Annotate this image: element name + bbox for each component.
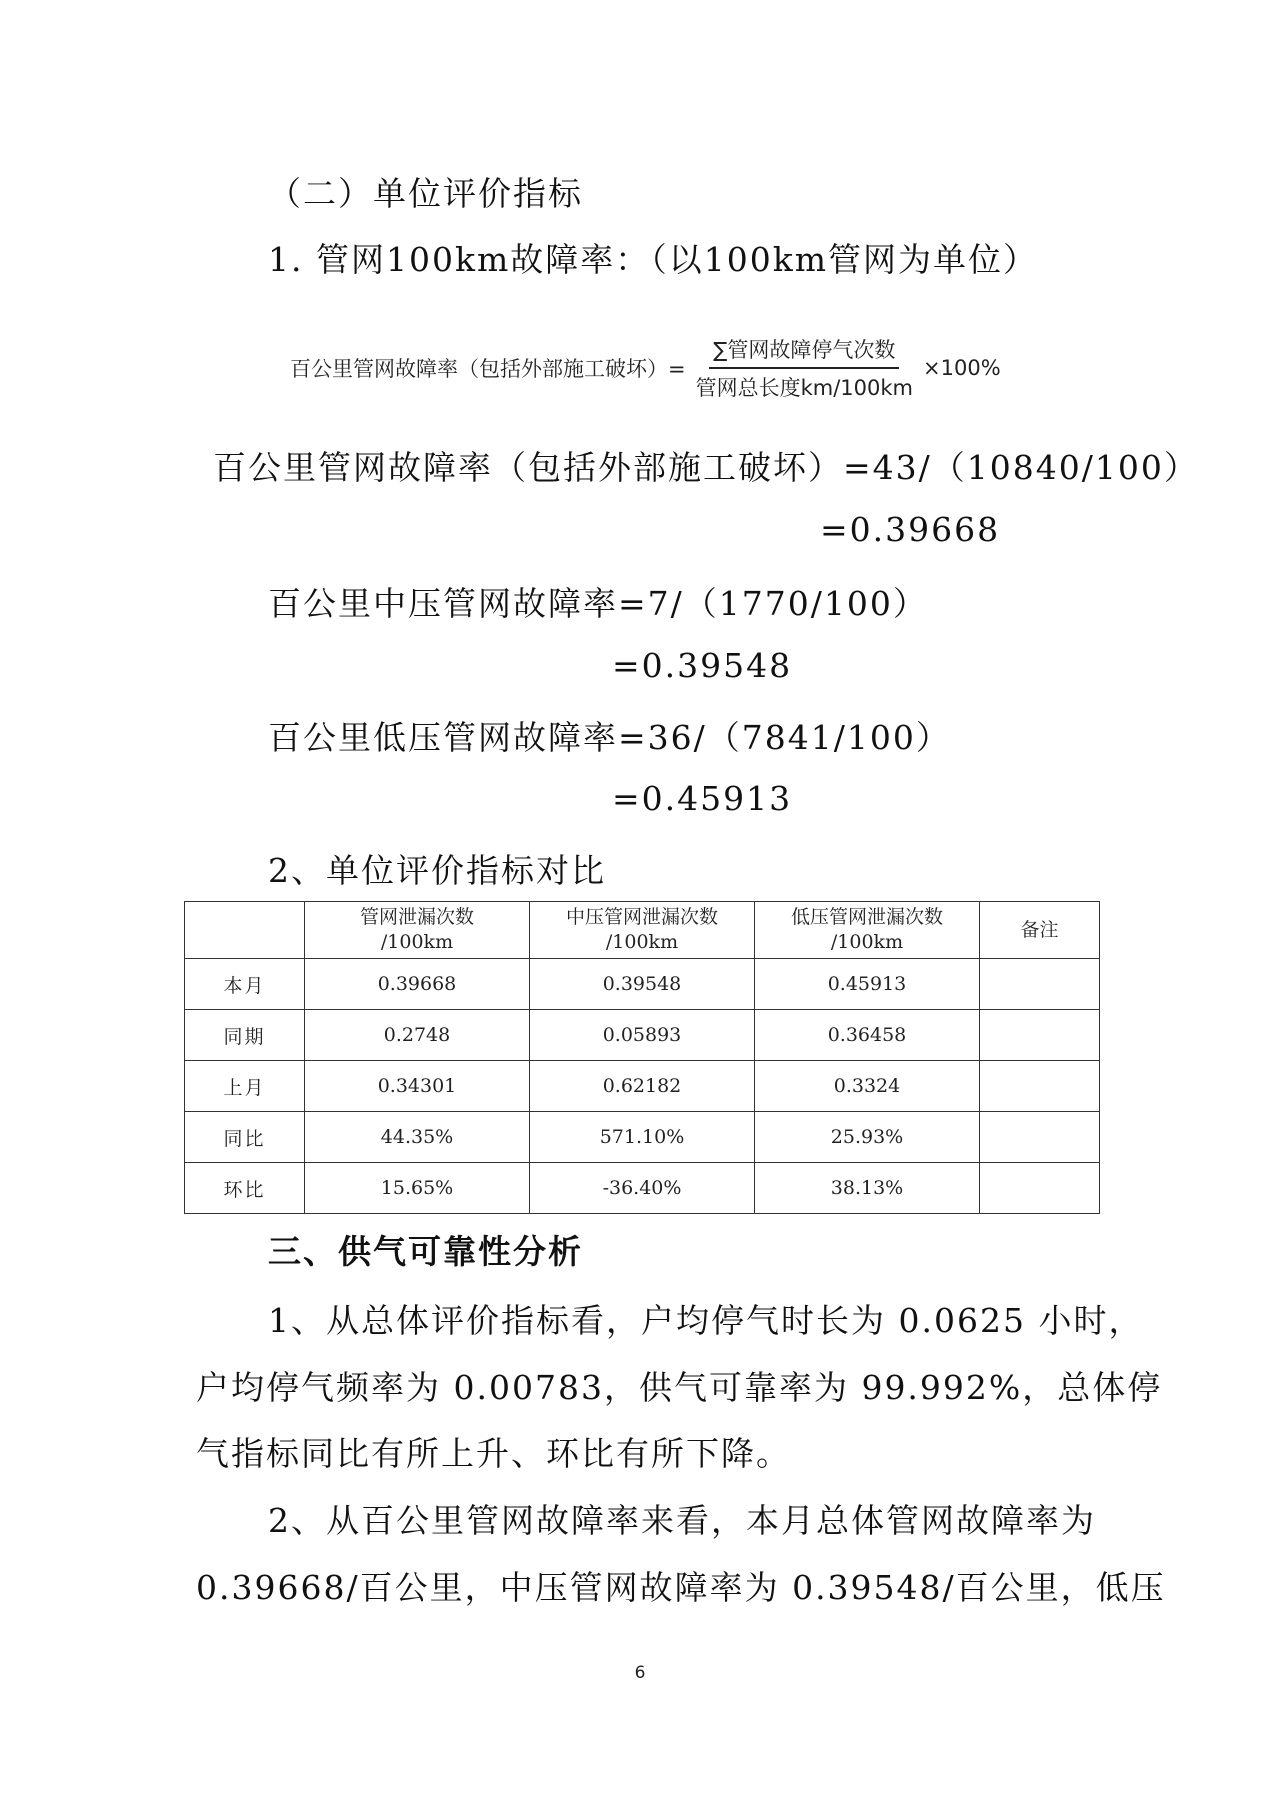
para2-line1: 2、从百公里管网故障率来看，本月总体管网故障率为 [268,1501,1096,1540]
table-cell: 0.39668 [305,959,530,1010]
table-cell: 0.2748 [305,1010,530,1061]
table-cell: 0.45913 [755,959,980,1010]
page-number: 6 [634,1663,646,1683]
formula [290,333,1001,403]
table-header-cell [185,902,305,959]
formula-numerator: ∑管网故障停气次数 [709,334,899,369]
row-label: 本月 [185,959,305,1010]
section3-heading: 三、供气可靠性分析 [268,1232,583,1271]
section-heading: （二）单位评价指标 [268,174,583,213]
item2-heading: 2、单位评价指标对比 [268,851,606,890]
table-header-cell: 备注 [980,902,1100,959]
table-cell [980,1061,1100,1112]
table-cell: 0.36458 [755,1010,980,1061]
calc-mid-line: 百公里中压管网故障率=7/（1770/100） [268,584,928,623]
table-cell: 0.3324 [755,1061,980,1112]
formula-denominator: 管网总长度km/100km [695,376,914,400]
table-cell [980,959,1100,1010]
table-cell: 0.39548 [530,959,755,1010]
calc-total-line: 百公里管网故障率（包括外部施工破坏）=43/（10840/100） [213,448,1199,487]
table-cell: -36.40% [530,1163,755,1214]
table-cell [980,1010,1100,1061]
calc-low-result: =0.45913 [612,779,793,818]
table-header-cell: 管网泄漏次数 /100km [305,902,530,959]
row-label: 同比 [185,1112,305,1163]
table-cell: 38.13% [755,1163,980,1214]
table-cell: 571.10% [530,1112,755,1163]
table-cell: 0.05893 [530,1010,755,1061]
table-row [185,959,1100,1010]
table-row [185,1010,1100,1061]
table-cell [980,1163,1100,1214]
comparison-table [184,901,1100,1214]
table-cell: 0.62182 [530,1061,755,1112]
table-cell: 0.34301 [305,1061,530,1112]
para1-line1: 1、从总体评价指标看，户均停气时长为 0.0625 小时， [268,1301,1144,1340]
table-header-cell: 中压管网泄漏次数 /100km [530,902,755,959]
calc-low-line: 百公里低压管网故障率=36/（7841/100） [268,718,951,757]
table-row [185,1061,1100,1112]
table-header-row [185,902,1100,959]
table-cell: 44.35% [305,1112,530,1163]
table-cell: 15.65% [305,1163,530,1214]
para2-line2: 0.39668/百公里，中压管网故障率为 0.39548/百公里，低压 [196,1568,1166,1607]
item1-heading: 1. 管网100km故障率：（以100km管网为单位） [268,240,1039,279]
row-label: 上月 [185,1061,305,1112]
para1-line2: 户均停气频率为 0.00783，供气可靠率为 99.992%，总体停 [196,1368,1163,1407]
row-label: 同期 [185,1010,305,1061]
calc-total-result: =0.39668 [820,510,1001,549]
table-row [185,1112,1100,1163]
calc-mid-result: =0.39548 [612,646,793,685]
table-row [185,1163,1100,1214]
formula-multiplier: ×100% [923,356,1001,380]
para1-line3: 气指标同比有所上升、环比有所下降。 [196,1434,791,1473]
table-cell [980,1112,1100,1163]
formula-left: 百公里管网故障率（包括外部施工破坏）= [290,357,686,381]
table-header-cell: 低压管网泄漏次数 /100km [755,902,980,959]
table-cell: 25.93% [755,1112,980,1163]
row-label: 环比 [185,1163,305,1214]
formula-fraction [692,334,917,402]
